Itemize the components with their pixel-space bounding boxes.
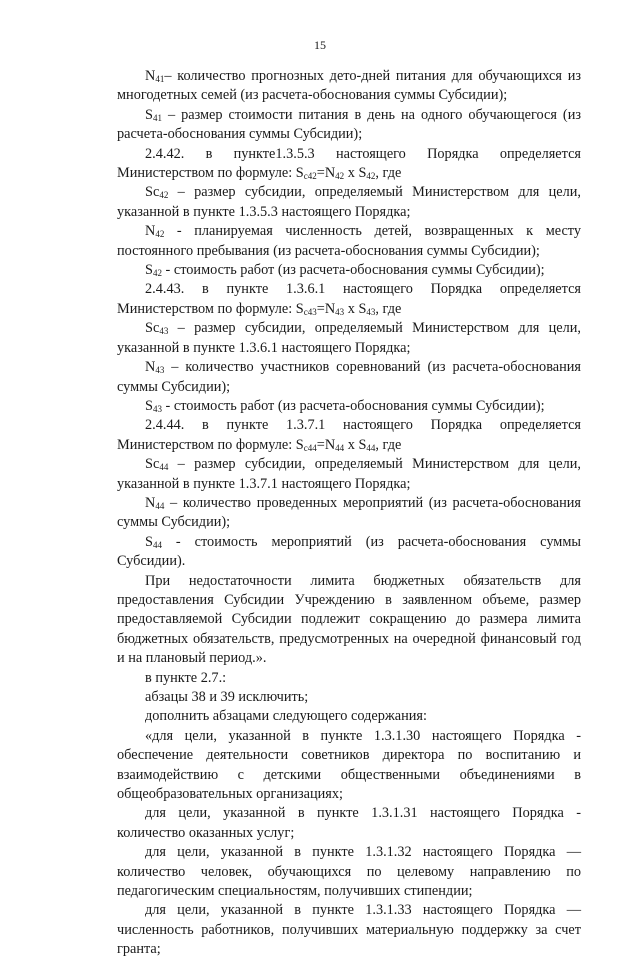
paragraph xyxy=(117,416,581,455)
text-run: Sc xyxy=(145,184,160,201)
text-run: в пункте 2.7.: xyxy=(145,669,227,686)
text-run: S xyxy=(145,397,153,414)
subscript: 43 xyxy=(366,306,376,317)
paragraph xyxy=(117,397,581,416)
paragraph xyxy=(117,572,581,669)
text-run: Sc xyxy=(145,456,160,473)
text-run: «для цели, указанной в пункте 1.3.1.30 настоящего Порядка - обеспечение деятельности советников директора по воспитанию и взаимодействию с детскими общественными объединениями в общеобразовательных организациях; xyxy=(117,727,581,803)
subscript: 44 xyxy=(335,442,345,453)
text-run: – размер субсидии, определяемый Министерством для цели, указанной в пункте 1.3.7.1 настоящего Порядка; xyxy=(117,456,581,492)
subscript: c44 xyxy=(303,442,317,453)
subscript: c43 xyxy=(303,306,317,317)
text-run: – размер субсидии, определяемый Министерством для цели, указанной в пункте 1.3.5.3 настоящего Порядка; xyxy=(117,184,581,220)
text-run: , где xyxy=(375,165,402,182)
text-run: N xyxy=(145,359,156,376)
subscript: c42 xyxy=(303,171,317,182)
paragraph xyxy=(117,358,581,397)
text-run: , где xyxy=(375,436,402,453)
subscript: 42 xyxy=(335,171,345,182)
text-run: N xyxy=(145,494,156,511)
subscript: 43 xyxy=(152,403,162,414)
paragraph xyxy=(117,145,581,184)
text-run: =N xyxy=(316,300,336,317)
subscript: 42 xyxy=(366,171,376,182)
text-run: - планируемая численность детей, возвращенных к месту постоянного пребывания (из расчета-обоснования суммы Субсидии); xyxy=(117,223,581,259)
paragraph xyxy=(117,843,581,901)
text-run: =N xyxy=(316,436,336,453)
text-run: – количество прогнозных дето-дней питания для обучающихся из многодетных семей (из расчета-обоснования суммы Субсидии); xyxy=(117,68,581,104)
text-run: 2.4.42. в пункте1.3.5.3 настоящего Порядка определяется Министерством по формуле: S xyxy=(117,145,581,182)
text-run: S xyxy=(145,533,153,550)
subscript: 43 xyxy=(155,365,165,376)
text-run: абзацы 38 и 39 исключить; xyxy=(145,689,309,705)
subscript: 41 xyxy=(155,74,165,84)
paragraph xyxy=(117,688,581,707)
subscript: 41 xyxy=(152,112,162,123)
subscript: 44 xyxy=(366,442,376,453)
subscript: 44 xyxy=(152,539,162,550)
subscript: 42 xyxy=(152,268,162,279)
paragraph xyxy=(117,261,581,280)
text-run: 2.4.43. в пункте 1.3.6.1 настоящего Порядка определяется Министерством по формуле: S xyxy=(117,281,581,317)
text-run: x S xyxy=(344,165,367,182)
text-run: для цели, указанной в пункте 1.3.1.32 настоящего Порядка — количество человек, обучающихся по целевому направлению по педагогическим специальностям, получивших стипендии; xyxy=(117,844,581,900)
paragraph xyxy=(117,533,581,572)
text-run: , где xyxy=(375,300,402,317)
text-run: Sc xyxy=(145,320,160,337)
document-body xyxy=(117,67,581,960)
paragraph xyxy=(117,494,581,533)
subscript: 42 xyxy=(155,229,165,240)
text-run: - стоимость работ (из расчета-обоснования суммы Субсидии); xyxy=(161,397,545,414)
text-run: - стоимость мероприятий (из расчета-обоснования суммы Субсидии). xyxy=(117,533,581,570)
subscript: 44 xyxy=(155,500,165,511)
text-run: x S xyxy=(344,300,367,317)
text-run: – количество проведенных мероприятий (из расчета-обоснования суммы Субсидии); xyxy=(117,494,581,531)
subscript: 44 xyxy=(159,462,169,473)
text-run: S xyxy=(145,106,153,123)
paragraph xyxy=(117,183,581,222)
paragraph xyxy=(117,707,581,726)
text-run: - стоимость работ (из расчета-обоснования суммы Субсидии); xyxy=(161,262,545,279)
text-run: для цели, указанной в пункте 1.3.1.31 настоящего Порядка - количество оказанных услуг; xyxy=(117,805,581,841)
paragraph xyxy=(117,106,581,145)
paragraph xyxy=(117,901,581,959)
subscript: 42 xyxy=(159,190,169,201)
page-number: 15 xyxy=(314,38,326,52)
text-run: 2.4.44. в пункте 1.3.7.1 настоящего Порядка определяется Министерством по формуле: S xyxy=(117,417,581,453)
paragraph xyxy=(117,67,581,106)
paragraph xyxy=(117,455,581,494)
text-run: для цели, указанной в пункте 1.3.1.33 настоящего Порядка — численность работников, получивших материальную поддержку за счет гранта; xyxy=(117,902,581,958)
subscript: 43 xyxy=(335,306,345,317)
text-run: При недостаточности лимита бюджетных обязательств для предоставления Субсидии Учреждению в заявленном объеме, размер предоставляемой Субсидии подлежит сокращению до размера лимита бюджетных обязательств, предусмотренных на очередной финансовый год и на плановый период.». xyxy=(117,572,581,667)
paragraph xyxy=(117,280,581,319)
text-run: N xyxy=(145,223,156,240)
paragraph xyxy=(117,669,581,688)
text-run: N xyxy=(145,68,156,84)
text-run: =N xyxy=(316,165,336,182)
text-run: – размер стоимости питания в день на одного обучающегося (из расчета-обоснования суммы Субсидии); xyxy=(117,106,581,143)
text-run: S xyxy=(145,262,153,279)
text-run: – количество участников соревнований (из расчета-обоснования суммы Субсидии); xyxy=(117,359,581,395)
subscript: 43 xyxy=(159,326,169,337)
paragraph xyxy=(117,727,581,805)
text-run: x S xyxy=(344,436,367,453)
text-run: дополнить абзацами следующего содержания: xyxy=(145,708,427,725)
paragraph xyxy=(117,222,581,261)
paragraph xyxy=(117,319,581,358)
text-run: – размер субсидии, определяемый Министерством для цели, указанной в пункте 1.3.6.1 настоящего Порядка; xyxy=(117,320,581,356)
paragraph xyxy=(117,804,581,843)
